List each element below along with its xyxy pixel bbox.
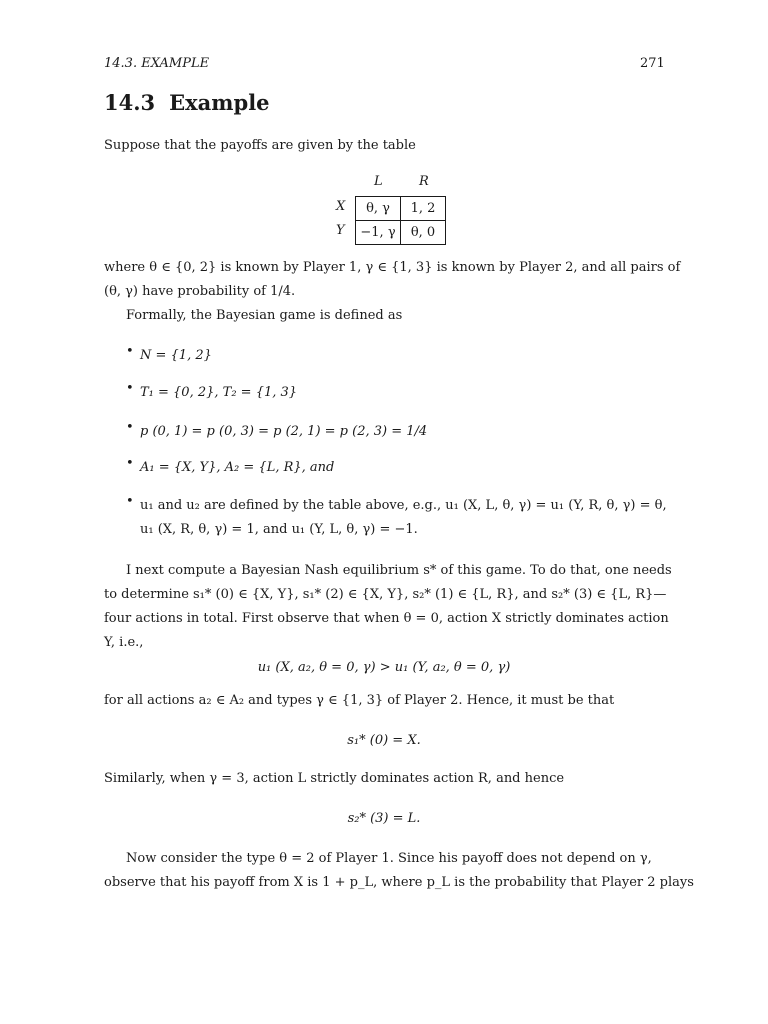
bullet-dot: •	[126, 456, 134, 471]
bullet-item: p (0, 1) = p (0, 3) = p (2, 1) = p (2, 3) = 1/4	[140, 424, 428, 439]
display-equation: u₁ (X, a₂, θ = 0, γ) > u₁ (Y, a₂, θ = 0, γ)	[257, 660, 511, 675]
page-number: 271	[640, 56, 665, 71]
paragraph-line: (θ, γ) have probability of 1/4.	[104, 284, 296, 299]
paragraph-line: observe that his payoff from X is 1 + p_L, where p_L is the probability that Player 2 plays	[104, 875, 694, 890]
paragraph-line: to determine s₁* (0) ∈ {X, Y}, s₁* (2) ∈ {X, Y}, s₂* (1) ∈ {L, R}, and s₂* (3) ∈ {L, R}—	[104, 587, 667, 602]
paragraph-line: Now consider the type θ = 2 of Player 1. Since his payoff does not depend on γ,	[126, 851, 652, 866]
table-cell: θ, 0	[401, 221, 446, 245]
bullet-item-continued: u₁ (X, R, θ, γ) = 1, and u₁ (Y, L, θ, γ) = −1.	[140, 522, 418, 537]
paragraph-line: where θ ∈ {0, 2} is known by Player 1, γ ∈ {1, 3} is known by Player 2, and all pairs of	[104, 260, 681, 275]
paragraph-line: for all actions a₂ ∈ A₂ and types γ ∈ {1, 3} of Player 2. Hence, it must be that	[104, 693, 615, 708]
col-label-R: R	[419, 174, 429, 189]
section-heading	[104, 90, 270, 115]
bullet-item: A₁ = {X, Y}, A₂ = {L, R}, and	[140, 460, 335, 475]
section-number: 14.3	[104, 90, 156, 115]
table-cell: 1, 2	[401, 197, 446, 221]
paragraph-line: Similarly, when γ = 3, action L strictly dominates action R, and hence	[104, 771, 565, 786]
col-label-L: L	[374, 174, 383, 189]
bullet-dot: •	[126, 494, 134, 509]
paragraph-line: four actions in total. First observe that when θ = 0, action X strictly dominates action	[104, 611, 669, 626]
table-row	[356, 221, 446, 245]
intro-text: Suppose that the payoffs are given by the table	[104, 138, 416, 153]
table-cell: −1, γ	[356, 221, 401, 245]
bullet-item: T₁ = {0, 2}, T₂ = {1, 3}	[140, 385, 298, 400]
running-header: 14.3. EXAMPLE	[104, 56, 210, 71]
bullet-item: u₁ and u₂ are defined by the table above, e.g., u₁ (X, L, θ, γ) = u₁ (Y, R, θ, γ) = θ,	[140, 498, 667, 513]
display-equation: s₁* (0) = X.	[347, 733, 421, 748]
payoff-table	[355, 196, 446, 245]
bullet-dot: •	[126, 344, 134, 359]
bullet-dot: •	[126, 381, 134, 396]
paragraph-line: I next compute a Bayesian Nash equilibrium s* of this game. To do that, one needs	[126, 563, 672, 578]
row-label-X: X	[336, 199, 346, 214]
row-label-Y: Y	[336, 223, 345, 238]
table-row	[356, 197, 446, 221]
bullet-item: N = {1, 2}	[140, 348, 212, 363]
paragraph-line: Y, i.e.,	[104, 635, 144, 650]
bullet-dot: •	[126, 420, 134, 435]
table-cell: θ, γ	[356, 197, 401, 221]
display-equation: s₂* (3) = L.	[347, 811, 421, 826]
paragraph-line: Formally, the Bayesian game is defined as	[126, 308, 403, 323]
section-title: Example	[169, 90, 270, 115]
